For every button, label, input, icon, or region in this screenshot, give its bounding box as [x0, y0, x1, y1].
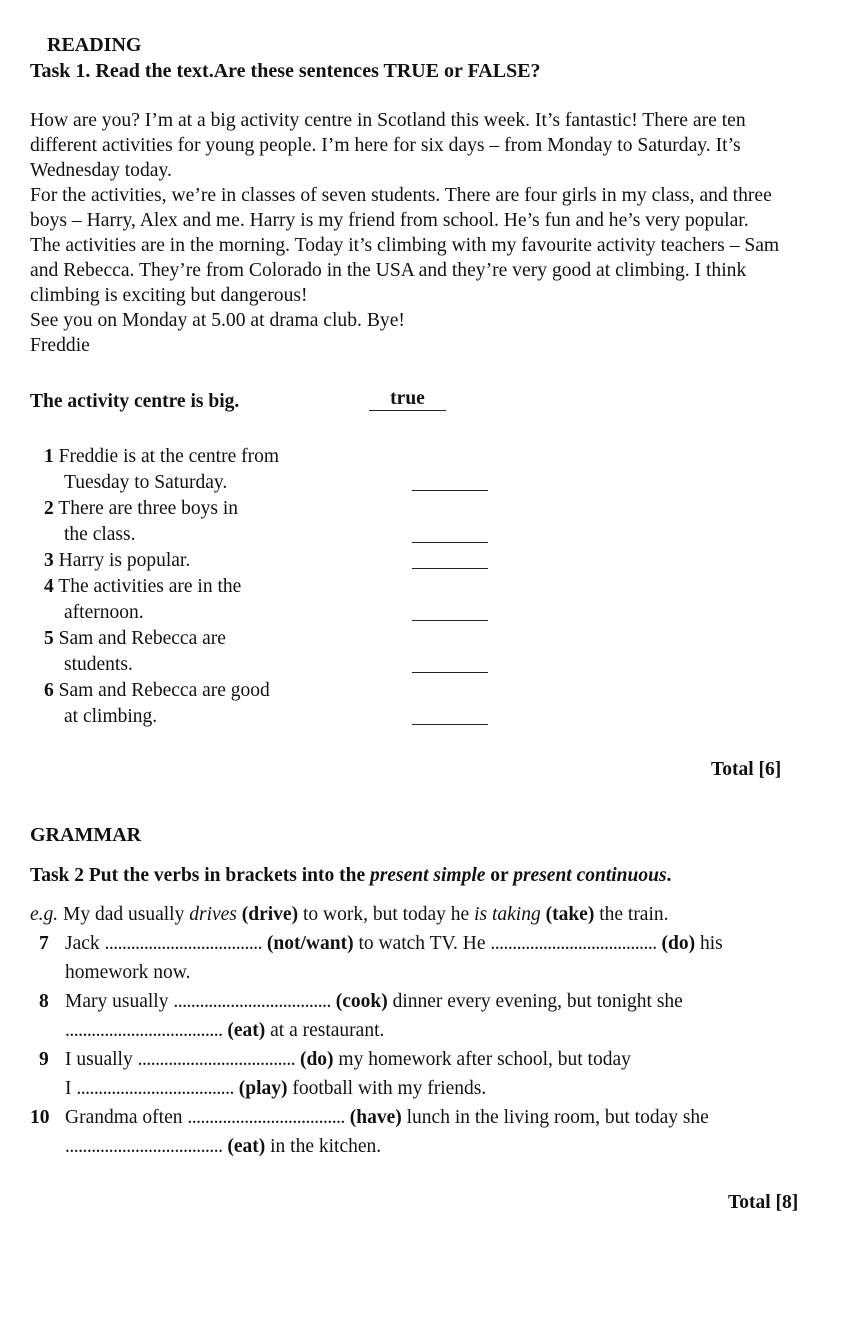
item-text: Freddie is at the centre from	[58, 446, 279, 467]
text-line: climbing is exciting but dangerous!	[30, 285, 308, 306]
tf-item-5	[44, 626, 226, 678]
question-8-line2: .................................... (eat) at a restaurant.	[65, 1020, 385, 1041]
text-line: See you on Monday at 5.00 at drama club. Bye!	[30, 310, 405, 331]
question-7-line2: homework now.	[65, 962, 191, 983]
tf-item-4	[44, 574, 241, 626]
tf-item-1	[44, 444, 279, 496]
example-answer: true	[369, 388, 446, 411]
example-statement: The activity centre is big.	[30, 391, 240, 412]
task2-title: Task 2 Put the verbs in brackets into the present simple or present continuous.	[30, 865, 672, 886]
item-number: 1	[44, 446, 54, 467]
item-text: afternoon.	[64, 602, 144, 623]
answer-blank-3[interactable]	[412, 568, 488, 569]
question-8: Mary usually .................................... (cook) dinner every evening, but tonight she	[65, 991, 683, 1012]
item-text: Tuesday to Saturday.	[64, 472, 228, 493]
answer-blank-2[interactable]	[412, 542, 488, 543]
question-number: 10	[30, 1107, 50, 1128]
item-text: Sam and Rebecca are	[58, 628, 226, 649]
grammar-heading: GRAMMAR	[30, 824, 142, 846]
reading-total: Total [6]	[711, 759, 782, 780]
question-number: 9	[39, 1049, 49, 1070]
gap-7b[interactable]: ......................................	[490, 933, 657, 954]
item-text: The activities are in the	[58, 576, 242, 597]
gap-8a[interactable]: ....................................	[173, 991, 331, 1012]
question-10: Grandma often .................................... (have) lunch in the living room, but today she	[65, 1107, 709, 1128]
tf-item-2	[44, 496, 238, 548]
gap-10a[interactable]: ....................................	[187, 1107, 345, 1128]
item-text: the class.	[64, 524, 136, 545]
text-line: Freddie	[30, 335, 90, 356]
question-10-line2: .................................... (eat) in the kitchen.	[65, 1136, 382, 1157]
question-number: 8	[39, 991, 49, 1012]
item-number: 4	[44, 576, 54, 597]
gap-9a[interactable]: ....................................	[137, 1049, 296, 1070]
gap-7a[interactable]: ....................................	[104, 933, 263, 954]
text-line: How are you? I’m at a big activity centre in Scotland this week. It’s fantastic! There are ten	[30, 110, 746, 131]
item-text: Sam and Rebecca are good	[58, 680, 270, 701]
item-text: There are three boys in	[58, 498, 239, 519]
tf-item-3	[44, 548, 190, 574]
item-text: at climbing.	[64, 706, 158, 727]
item-text: Harry is popular.	[58, 550, 191, 571]
text-line: different activities for young people. I’m here for six days – from Monday to Saturday. It’s	[30, 135, 741, 156]
question-9-line2: I .................................... (play) football with my friends.	[65, 1078, 487, 1099]
gap-8b[interactable]: ....................................	[65, 1020, 223, 1041]
text-line: boys – Harry, Alex and me. Harry is my friend from school. He’s fun and he’s very popular.	[30, 210, 749, 231]
question-9: I usually .................................... (do) my homework after school, but today	[65, 1049, 631, 1070]
item-number: 2	[44, 498, 54, 519]
grammar-total: Total [8]	[728, 1192, 799, 1213]
item-number: 3	[44, 550, 54, 571]
item-number: 6	[44, 680, 54, 701]
tf-item-6	[44, 678, 270, 730]
question-number: 7	[39, 933, 49, 954]
reading-text	[30, 108, 860, 358]
text-line: For the activities, we’re in classes of seven students. There are four girls in my class, and three	[30, 185, 772, 206]
text-line: Wednesday today.	[30, 160, 172, 181]
gap-9b[interactable]: ....................................	[76, 1078, 234, 1099]
answer-blank-6[interactable]	[412, 724, 488, 725]
text-line: and Rebecca. They’re from Colorado in the USA and they’re very good at climbing. I think	[30, 260, 747, 281]
text-line: The activities are in the morning. Today it’s climbing with my favourite activity teachers – Sam	[30, 235, 780, 256]
reading-heading: READING	[47, 34, 142, 56]
question-7: Jack .................................... (not/want) to watch TV. He ...................................... (do) his	[65, 933, 723, 954]
answer-blank-1[interactable]	[412, 490, 488, 491]
answer-blank-5[interactable]	[412, 672, 488, 673]
task1-title: Task 1. Read the text.Are these sentences TRUE or FALSE?	[30, 60, 541, 82]
gap-10b[interactable]: ....................................	[65, 1136, 223, 1157]
grammar-example: e.g. My dad usually drives (drive) to work, but today he is taking (take) the train.	[30, 904, 669, 925]
answer-blank-4[interactable]	[412, 620, 488, 621]
item-number: 5	[44, 628, 54, 649]
item-text: students.	[64, 654, 133, 675]
